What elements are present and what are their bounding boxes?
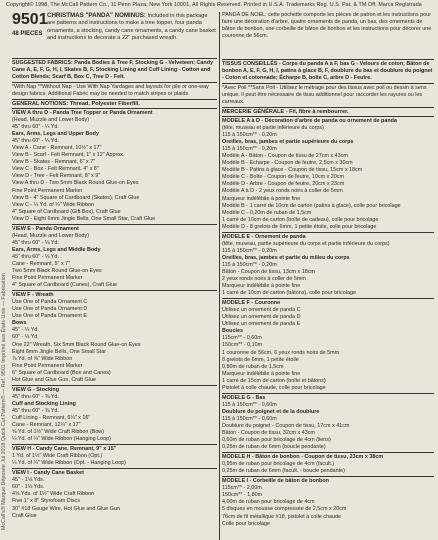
modele-a-d-section (222, 116, 434, 232)
notion-line: 45" thru 60" - ¼ Yd. (12, 138, 59, 145)
notion-line: 1 carré de 15cm de carton (boîte et bâtons) (222, 377, 326, 384)
notion-line: Marqueur indélébile à pointe fine (222, 370, 301, 377)
notion-line: ¼ Yd. of ¼" Wide Ribbon (Opt. - Hanging Loop) (12, 460, 126, 467)
notion-line: Modèle D - 8 grelots de 6mm, 1 petite étoile, colle pour bricolage (222, 223, 377, 230)
notion-line: MODÈLE G - Bas (222, 394, 266, 401)
notion-line: 115 à 150cm** - 0,20m (222, 146, 277, 153)
notion-line: 1 carré de 10cm de carton (bâtons), colle pour bricolage (222, 290, 356, 297)
notion-line: 45" thru 60" - ¼ Yd. (12, 124, 59, 131)
notion-line: Fine Point Permanent Marker (12, 362, 83, 369)
notion-line: Cane - Remnant, 12¼" x 17" (12, 422, 81, 429)
notion-line: View D - Tree - Felt Remnant, 8" x 9" (12, 173, 101, 180)
notion-line: Oreilles, bras, jambes et partie du milieu du corps (222, 254, 350, 261)
copyright-line: Copyright© 1998, The McCall Pattern Co., 11 Penn Plaza, New York 10001, All Rights Reserved. Printed in U.S.A. Trademarks Reg. U.S. Pat. & TM Off. Marca Registrada (6, 2, 422, 8)
notion-line: VIEW G - Stocking (12, 386, 60, 393)
notion-line: 150cm** - 1,80m (222, 492, 263, 499)
modele-e-section (222, 232, 434, 298)
general-notions: GENERAL NOTIONS: Thread, Polyester Fiberfill. (12, 99, 217, 108)
notion-line: MODÈLE A à D - Décoration d'arbre de panda ou ornement de panda (222, 118, 397, 124)
mercerie-generale: MERCERIE GÉNÉRALE - Fil, fibre à rembourrer. (222, 107, 434, 116)
notion-line: 115cm** - 0,60m (222, 335, 262, 342)
notion-line: 150cm** - 0,10m (222, 342, 263, 349)
notion-line: Fine Point Permanent Marker (12, 187, 83, 194)
notion-line: VIEW I - Candy Cane Basket (12, 470, 84, 477)
intro-body: Included in this package are patterns and instructions to make a tree topper, four panda ornaments, a stocking, candy cane ornaments, a candy cane basket and instructions to decorate a 22" purchased wreath. (47, 13, 216, 42)
notion-line: View B - Skates - Remnant, 6" x 7" (12, 159, 96, 166)
notion-line: 5 disques en mousse compressée de 2,5cm x 20cm (222, 506, 347, 513)
notion-line: VIEW A thru D - Panda Tree Topper or Panda Ornament (12, 110, 153, 116)
notion-line: 4⅝ Yds. of 1½" Wide Craft Ribbon (12, 491, 95, 498)
notion-line: View D - Eight 6mm Jingle Bells, One Small Star, Craft Glue (12, 215, 156, 222)
view-g-section (12, 385, 217, 444)
notion-line: Cane - Remnant, 5" x 7" (12, 260, 71, 267)
view-i-section (12, 468, 217, 520)
nap-note: *With Nap **Without Nap - Use With Nap Yardages and layouts for pile or one-way design fabrics. Additional Fabric may be needed to match stripes or plaids. (12, 82, 217, 99)
notion-line: 60" - 1⅛ Yds. (12, 484, 45, 491)
notion-line: Bows (12, 320, 27, 327)
notion-line: 115 à 150cm** - 0,20m (222, 132, 277, 139)
notion-line: 8 grelots de 6mm, 1 petite étoile (222, 356, 299, 363)
pattern-number: 9501 (12, 11, 48, 28)
notion-line: 0,95m de ruban pour bricolage de 4cm (facult.) (222, 461, 335, 468)
modele-i-section (222, 476, 434, 528)
notion-line: Modèle D - Arbre - Coupon de feutre, 20cm x 23cm (222, 181, 345, 188)
modele-f-section (222, 298, 434, 393)
notion-line: Modèle C - Boîte - Coupon de feutre, 10cm x 20cm (222, 174, 344, 181)
notion-line: View A - Cane - Remnant, 10½" x 17" (12, 145, 102, 152)
side-margin (0, 60, 11, 540)
notion-line: MODÈLE I - Corbeille de bâton de bonbon (222, 478, 329, 485)
notion-line: 1 couronne de 56cm, 6 yeux ronds noirs de 5mm (222, 349, 340, 356)
notion-line: VIEW H - Candy Cane, Remnant, 9" x 15" (12, 446, 117, 453)
notion-line: View C - ¼ Yd. of ¼" Wide Ribbon (12, 201, 95, 208)
notion-line: Utilisez un ornement de panda D (222, 314, 301, 321)
side-vertical-text: McCall's® Marque Déposée Jul 2018 Quick Cut Pattern® — Ref. 9501 Imprimé aux États-Unis — Fabrication (1, 273, 7, 530)
notion-line: Colle pour bricolage (222, 520, 270, 527)
notion-line: Use One of Panda Ornament E (12, 313, 87, 320)
notion-line: (Head, Muzzle and Lower Body) (12, 232, 90, 239)
intro-text (47, 12, 217, 58)
notion-line: View B - Scarf - Felt Remnant, 1" x 12" Approx. (12, 152, 125, 159)
intro-title: CHRISTMAS "PANDA" NOMINUS: (47, 12, 146, 19)
view-a-d-section (12, 108, 217, 224)
view-e-section (12, 224, 217, 290)
modele-g-section (222, 393, 434, 452)
intro-block (12, 12, 217, 58)
notion-line: 0,60m de ruban pour bricolage de 4cm (liens) (222, 437, 331, 444)
notion-line: 115 à 150cm** - 0,60m (222, 401, 277, 408)
notion-line: Use One of Panda Ornament C (12, 299, 88, 306)
notion-line: 45" thru 60" - ⅛ Yd. (12, 253, 59, 260)
notion-line: Utilisez un ornement de panda E (222, 321, 301, 328)
notion-line: Two 5mm Black Round Glue-on Eyes (12, 268, 102, 275)
notion-line: Hot Glue and Glue Gun, Craft Glue (12, 376, 96, 383)
notion-line: Modèle B - Écharpe - Coupon de feutre, 2,5cm x 30cm (222, 160, 353, 167)
notion-line: 4,00m de ruban pour bricolage de 4cm (222, 499, 315, 506)
view-f-section (12, 290, 217, 385)
notion-line: Cuff and Stocking Lining (12, 400, 76, 407)
french-column (222, 12, 434, 529)
notion-line: Modèle A à D - 2 yeux ronds noirs à coller de 5mm (222, 188, 343, 195)
notion-line: 115 à 150cm** - 0,20m (222, 261, 277, 268)
notion-line: 30" #18 Gauge Wire, Hot Glue and Glue Gun (12, 505, 120, 512)
notion-line: View C - Box - Felt Remnant, 4" x 8" (12, 166, 99, 173)
notion-line: 6" Square of Cardboard (Box and Canes) (12, 369, 111, 376)
notion-line: VIEW E - Panda Ornament (12, 225, 79, 232)
notion-line: Bâton - Coupon de tissu, 13cm x 18cm (222, 268, 315, 275)
notion-line: Utilisez un ornement de panda C (222, 307, 301, 314)
notion-line: Ears, Arms, Legs and Upper Body (12, 131, 99, 138)
notion-line: VIEW F - Wreath (12, 292, 54, 299)
notion-line: 115cm** - 2,00m (222, 485, 262, 492)
notion-line: 0,25m de ruban de 6mm (boucle pendante) (222, 444, 326, 451)
notion-line: 0,25m de ruban de 6mm (facult. - boucle pendante) (222, 468, 345, 475)
notion-line: 60" - ⅛ Yd. (12, 334, 39, 341)
panda-noel-intro: PANDA DE NOËL: cette pochette comporte les pièces de patron et les instructions pour faire une décoration d'arbre, quatre ornements de panda, un bas, des ornements de bâton de bonbon, une corbeille de bâton de bonbon et les instructions pour décorer une couronne de 56cm. (222, 12, 432, 39)
notion-line: Marqueur indélébile à pointe fine (222, 283, 301, 290)
notion-line: 2 yeux ronds noirs à coller de 5mm (222, 276, 306, 283)
notion-line: Oreilles, bras, jambes et partie supérieure du corps (222, 139, 354, 146)
notion-line: Ears, Arms, Legs and Middle Body (12, 246, 101, 253)
notion-line: View B - 4" Square of Cardboard (Skates), Craft Glue (12, 194, 140, 201)
notion-line: 115 à 150cm** - 0,20m (222, 247, 277, 254)
notion-line: (Head, Muzzle and Lower Body) (12, 117, 90, 124)
notion-line: ⅝ Yd. of 1½" Wide Craft Ribbon (Bow) (12, 429, 104, 436)
notion-line: Cuff Lining - Remnant, 6¼" x 16" (12, 414, 91, 421)
notion-line: Bâton - Coupon de tissu, 32cm x 43cm (222, 430, 315, 437)
notion-line: MODÈLE F - Couronne (222, 300, 281, 307)
suggested-fabrics: SUGGESTED FABRICS: Panda Bodies & Tree F, Stocking G - Velveteen; Candy Cane A, E, F, G, H, I, Skates B, F, Stocking Lining and Cuff Lining - Cotton and Cotton Blends; Scarf B, Box C, Tree D - Felt. (12, 58, 217, 82)
notion-line: Eight 6mm Jingle Bells, One Small Star (12, 348, 107, 355)
notion-line: Doublure du poignet - Coupon de tissu, 17cm x 41cm (222, 422, 350, 429)
notion-line: Modèle A - Bâton - Coupon de tissu de 27cm x 43cm (222, 153, 348, 160)
notion-line: 76cm de fil métallique #18, pistolet à colle chaude (222, 513, 341, 520)
notion-line: 45" thru 60" - ⅛ Yd. (12, 239, 59, 246)
notion-line: MODÈLE H - Bâton de bonbon - Coupon de tissu, 23cm x 38cm (222, 454, 384, 461)
notion-line: MODÈLE E - Ornement de panda (222, 233, 306, 240)
notion-line: Doublure du poignet et de la doublure (222, 408, 320, 415)
notion-line: Modèle C - 0,20m de ruban de 1,5cm (222, 209, 312, 216)
notion-line: 1 Yd. of 1½" Wide Craft Ribbon (Opt.) (12, 453, 103, 460)
notion-line: ¼ Yd. of ¼" Wide Ribbon (Hanging Loop) (12, 436, 111, 443)
notion-line: 4" Square of Cardboard (Gift Box), Craft Glue (12, 208, 121, 215)
notion-line: 1 carré de 10cm de carton (boîte de cadeau), colle pour bricolage (222, 216, 379, 223)
column-divider (219, 12, 220, 540)
avec-poil-note: *Avec Poil **Sans Poil - Utilisez le métrage pour des tissus avec poil ou dessin à sens unique. Il peut être nécessaire de tissu additionnel pour raccorder les rayures ou les carreaux. (222, 83, 434, 107)
notion-line: 0,80m de ruban de 1,5cm (222, 363, 284, 370)
notion-line: 45" thru 60" - ⅜ Yd. (12, 407, 59, 414)
notion-line: 4" Square of Cardboard (Canes), Craft Glue (12, 282, 117, 289)
notion-line: Fine Point Permanent Marker (12, 275, 83, 282)
notion-line: 45" - 1⅛ Yds. (12, 477, 45, 484)
notion-line: View A thru D - Two 5mm Black Round Glue-on Eyes (12, 180, 139, 187)
notion-line: Marqueur indélébile à pointe fine (222, 195, 301, 202)
notion-line: 45" thru 60" - ⅜ Yd. (12, 393, 59, 400)
notion-line: Five 1" x 8" Styrofoam Discs (12, 498, 80, 505)
notion-line: (tête, museau, partie supérieure du corps et partie inférieure du corps) (222, 240, 390, 247)
notion-line: Boucles (222, 328, 243, 335)
notion-line: Pistolet à colle chaude, colle pour bricolage (222, 384, 326, 391)
notion-line: (tête, museau et partie inférieure du corps) (222, 125, 324, 132)
english-column (12, 12, 217, 521)
notion-line: Modèle B - 1 carré de 10cm de carton (patins à glace), colle pour bricolage (222, 202, 401, 209)
notion-line: ⅞ Yd. of ⅝" Wide Ribbon (12, 355, 73, 362)
notion-line: 115 à 150cm** - 0,60m (222, 415, 277, 422)
notion-line: One 22" Wreath, Six 5mm Black Round Glue-on Eyes (12, 341, 141, 348)
modele-h-section (222, 452, 434, 476)
pattern-number-block (12, 12, 47, 58)
notion-line: Modèle B - Patins à glace - Coupon de tissu, 15cm x 18cm (222, 167, 363, 174)
tissus-conseilles: TISSUS CONSEILLÉS - Corps du panda A à F, bas G - Velours de coton; Bâton de bonbon A, E, F, G, H, I, patins à glace B, F, doublure du bas et doublure du poignet - Coton et cotonnade; Écharpe B, boîte C, arbre D - Feutre. (222, 61, 433, 81)
view-h-section (12, 444, 217, 468)
notion-line: Use One of Panda Ornament D (12, 306, 88, 313)
pieces-count: 48 PIECES (12, 31, 43, 37)
notion-line: 45" - ¼ Yd. (12, 327, 39, 334)
notion-line: Craft Glue (12, 512, 37, 519)
